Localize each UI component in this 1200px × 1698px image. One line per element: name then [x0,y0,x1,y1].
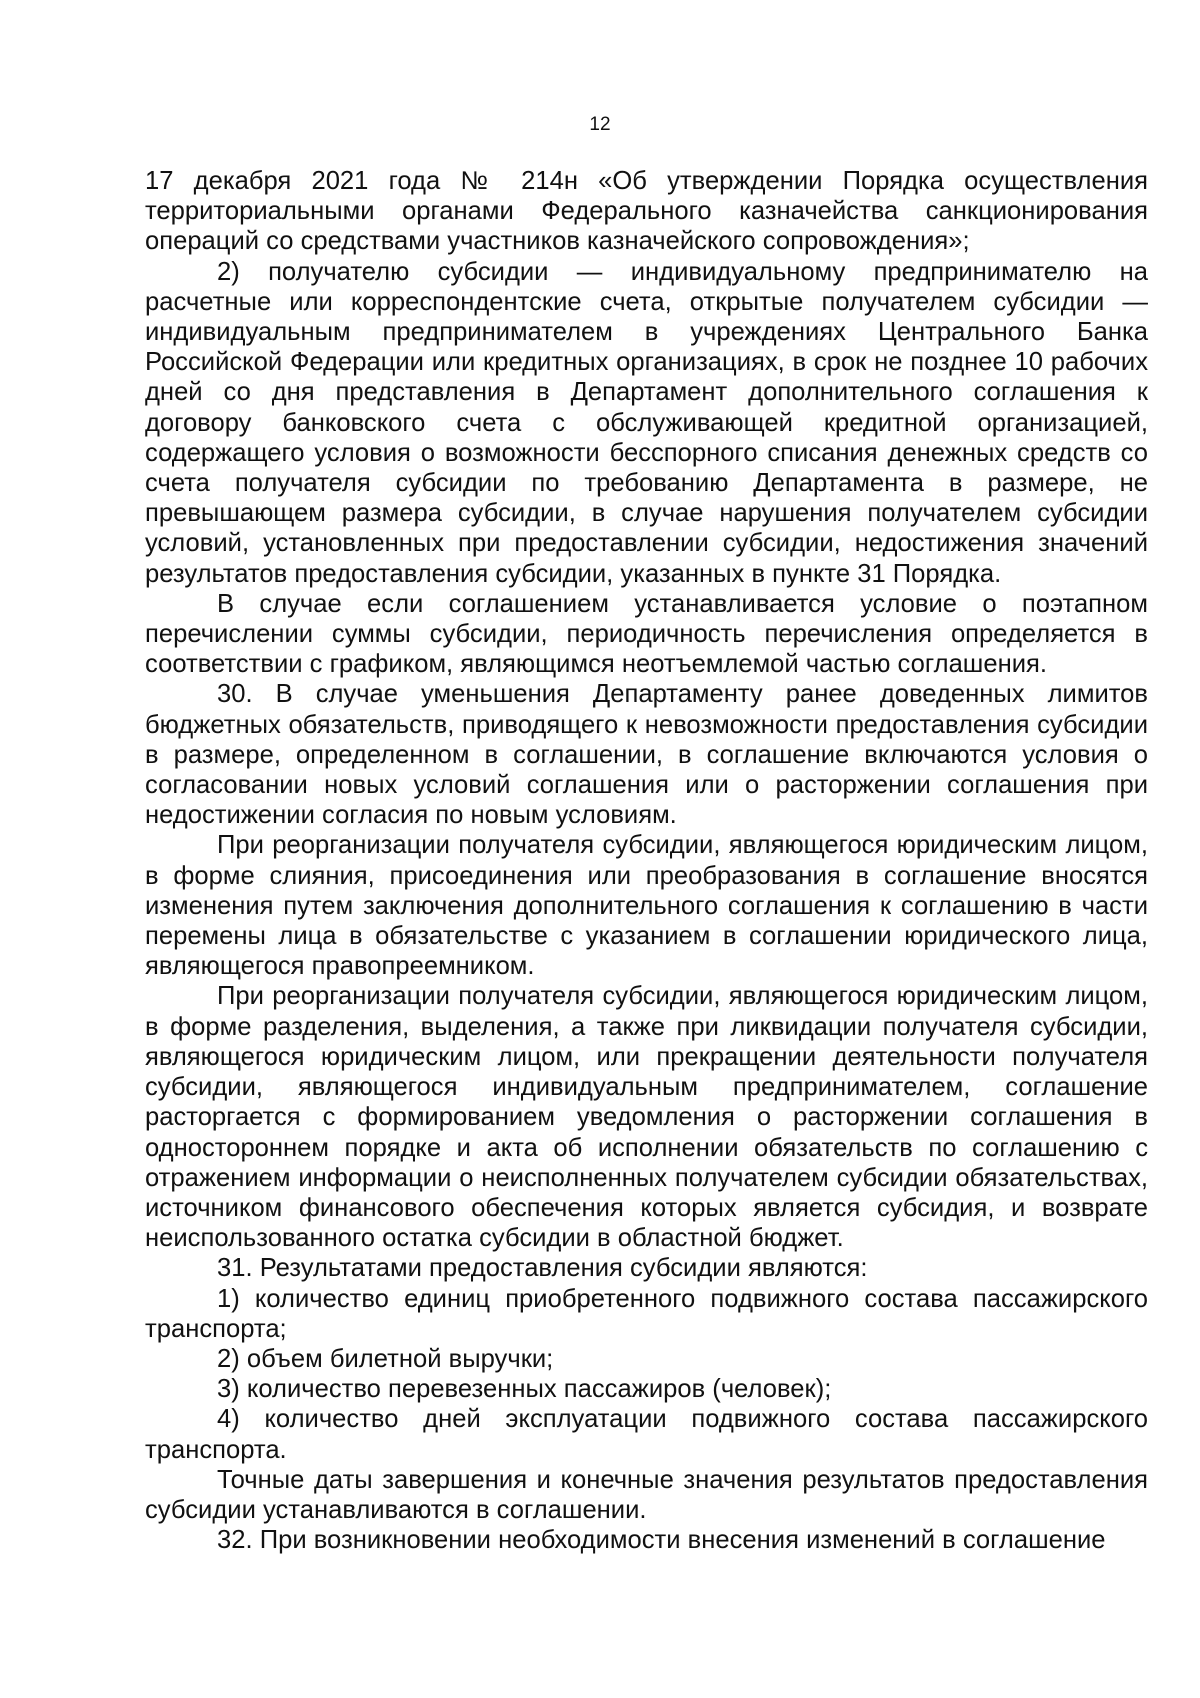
result-item-1: 1) количество единиц приобретенного подвижного состава пассажирского транспорта; [145,1284,1148,1343]
result-item-4: 4) количество дней эксплуатации подвижного состава пассажирского транспорта. [145,1405,1148,1464]
document-body [145,166,1148,1555]
page-number: 12 [589,114,611,135]
result-item-3: 3) количество перевезенных пассажиров (человек); [217,1375,832,1404]
paragraph-exact-dates: Точные даты завершения и конечные значения результатов предоставления субсидии устанавливаются в соглашении. [145,1465,1148,1524]
paragraph-continuation: 17 декабря 2021 года № 214н «Об утверждении Порядка осуществления территориальными органами Федерального казначейства санкционирования операций со средствами участников казначейского сопровождения»; [145,167,1148,256]
paragraph-staged-transfer: В случае если соглашением устанавливается условие о поэтапном перечислении суммы субсидии, периодичность перечисления определяется в соответствии с графиком, являющимся неотъемлемой частью соглашения. [145,589,1148,679]
paragraph-clause-32: 32. При возникновении необходимости внесения изменений в соглашение [217,1526,1106,1555]
paragraph-clause-31: 31. Результатами предоставления субсидии являются: [217,1254,868,1283]
result-item-2: 2) объем билетной выручки; [217,1344,554,1373]
paragraph-clause-30: 30. В случае уменьшения Департаменту ранее доведенных лимитов бюджетных обязательств, приводящего к невозможности предоставления субсидии в размере, определенном в соглашении, в соглашение включаются условия о согласовании новых условий соглашения или о расторжении соглашения при недостижении согласия по новым условиям. [145,680,1148,830]
paragraph-reorganization-merger: При реорганизации получателя субсидии, являющегося юридическим лицом, в форме слияния, присоединения или преобразования в соглашение вносятся изменения путем заключения дополнительного соглашения к соглашению в части перемены лица в обязательстве с указанием в соглашении юридического лица, являющегося правопреемником. [145,831,1148,981]
paragraph-reorganization-division: При реорганизации получателя субсидии, являющегося юридическим лицом, в форме разделения, выделения, а также при ликвидации получателя субсидии, являющегося юридическим лицом, или прекращении деятельности получателя субсидии, являющегося индивидуальным предпринимателем, соглашение расторгается с формированием уведомления о расторжении соглашения в одностороннем порядке и акта об исполнении обязательств по соглашению с отражением информации о неисполненных получателем субсидии обязательствах, источником финансового обеспечения которых является субсидия, и возврате неиспользованного остатка субсидии в областной бюджет. [145,982,1148,1253]
paragraph-item-2-individual-entrepreneur: 2) получателю субсидии — индивидуальному предпринимателю на расчетные или корреспондентские счета, открытые получателем субсидии — индивидуальным предпринимателем в учреждениях Центрального Банка Российской Федерации или кредитных организациях, в срок не позднее 10 рабочих дней со дня представления в Департамент дополнительного соглашения к договору банковского счета с обслуживающей кредитной организацией, содержащего условия о возможности бесспорного списания денежных средств со счета получателя субсидии по требованию Департамента в размере, не превышающем размера субсидии, в случае нарушения получателем субсидии условий, установленных при предоставлении субсидии, недостижения значений результатов предоставления субсидии, указанных в пункте 31 Порядка. [145,257,1148,588]
